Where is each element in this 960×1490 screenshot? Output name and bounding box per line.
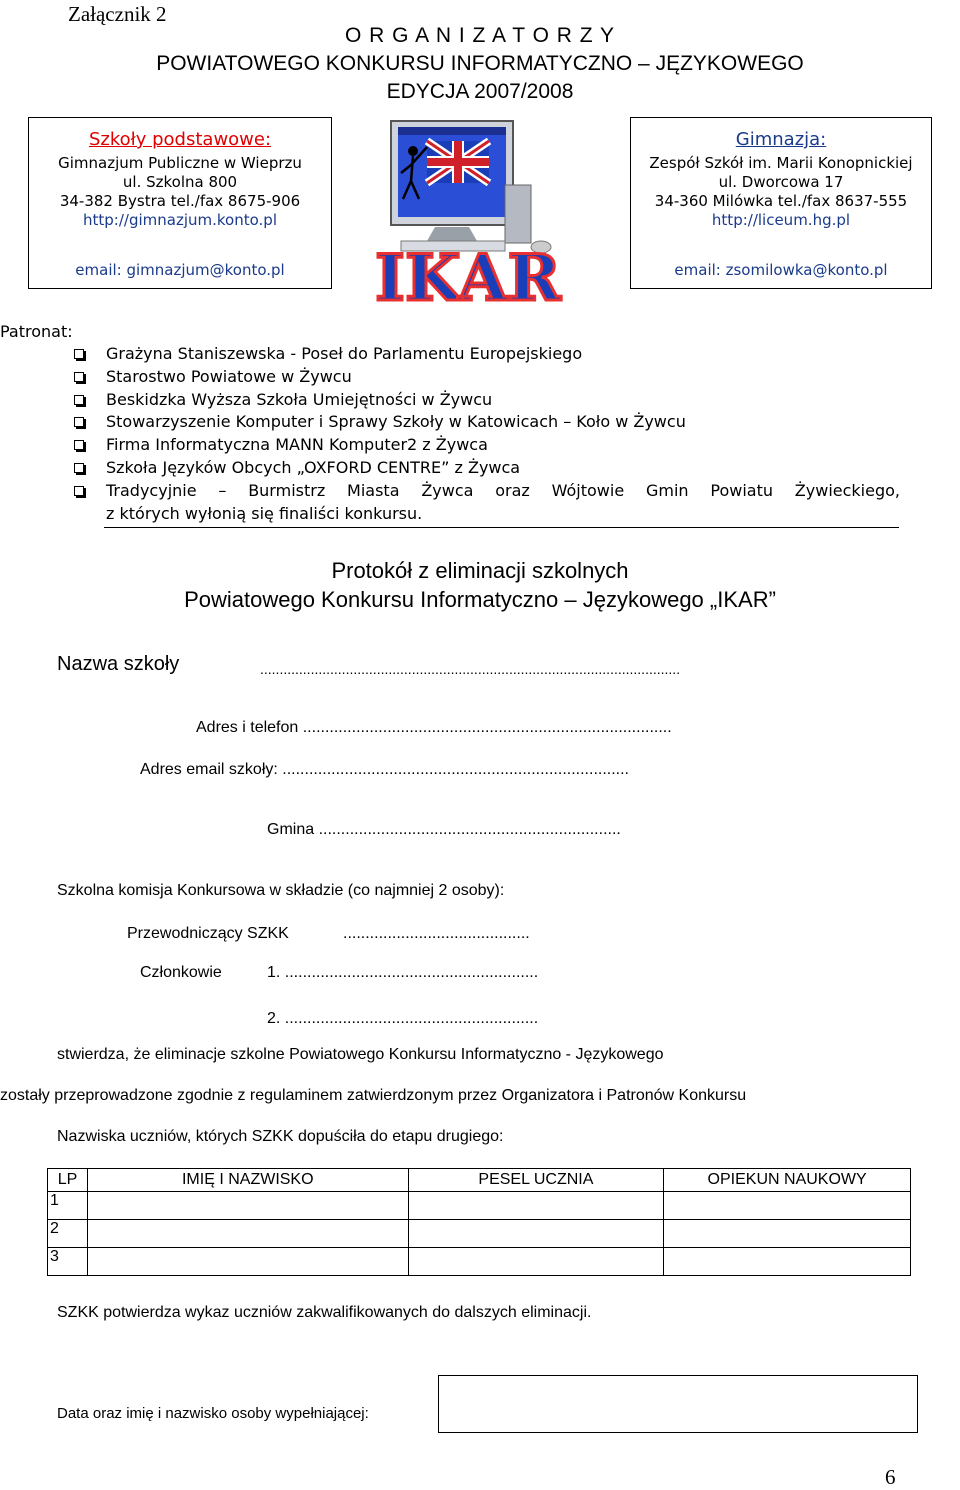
table-cell-name[interactable] [87,1192,408,1220]
column-header-lp: LP [48,1169,88,1192]
checkbox-bullet-icon [74,463,84,473]
primary-schools-heading: Szkoły podstawowe: [88,129,272,150]
box-right-line: 34-360 Milówka tel./fax 8637-555 [654,192,908,210]
table-cell-supervisor[interactable] [664,1192,911,1220]
chair-label: Przewodniczący SZKK [127,925,289,942]
organizers-title: O R G A N I Z A T O R Z Y [344,24,616,47]
table-cell-pesel[interactable] [408,1192,664,1220]
column-header-name: IMIĘ I NAZWISKO [87,1169,408,1192]
table-row [48,1248,911,1276]
address-field[interactable]: Adres i telefon ................................................................................... [196,719,672,736]
box-left-email[interactable]: email: gimnazjum@konto.pl [75,261,285,279]
box-right-website[interactable]: http://liceum.hg.pl [711,211,851,229]
column-header-pesel: PESEL UCZNIA [408,1169,664,1192]
table-row [48,1220,911,1248]
divider [104,527,899,528]
table-cell-pesel[interactable] [408,1220,664,1248]
box-left-line: Gimnazjum Publiczne w Wieprzu [58,154,302,172]
box-left-line: ul. Szkolna 800 [122,173,238,191]
box-left-website[interactable]: http://gimnazjum.konto.pl [83,211,277,229]
computer-with-flag-icon [365,115,597,315]
table-cell-name[interactable] [87,1220,408,1248]
checkbox-bullet-icon [74,486,84,496]
logo-text: IKAR [375,241,561,315]
patron-item: Firma Informatyczna MANN Komputer2 z Żywca [70,434,900,457]
table-cell-lp: 3 [48,1248,88,1276]
table-cell-lp: 1 [48,1192,88,1220]
school-name-label: Nazwa szkoły [57,653,180,675]
table-cell-lp: 2 [48,1220,88,1248]
confirmation-line: zostały przeprowadzone zgodnie z regulaminem zatwierdzonym przez Organizatora i Patronów Konkursu [0,1087,747,1104]
protocol-subtitle: Powiatowego Konkursu Informatyczno – Językowego „IKAR” [184,587,776,612]
column-header-supervisor: OPIEKUN NAUKOWY [664,1169,911,1192]
gmina-field[interactable]: Gmina .................................................................... [267,821,621,838]
chair-field[interactable]: .......................................... [343,925,530,942]
contest-name: POWIATOWEGO KONKURSU INFORMATYCZNO – JĘZYKOWEGO [156,52,804,75]
middle-schools-heading: Gimnazja: [735,129,827,150]
protocol-title: Protokół z eliminacji szkolnych [331,558,629,583]
patron-item: Stowarzyszenie Komputer i Sprawy Szkoły w Katowicach – Koło w Żywcu [70,411,900,434]
patron-item: Beskidzka Wyższa Szkoła Umiejętności w Żywcu [70,389,900,412]
patronat-label: Patronat: [0,322,73,341]
member-field-1[interactable]: 1. ......................................................... [267,964,539,981]
table-cell-supervisor[interactable] [664,1248,911,1276]
school-name-field[interactable]: ............................................................................................................ [260,661,681,677]
checkbox-bullet-icon [74,417,84,427]
annex-label: Załącznik 2 [68,2,167,26]
box-right-line: ul. Dworcowa 17 [718,173,844,191]
patron-item: Tradycyjnie – Burmistrz Miasta Żywca oraz Wójtowie Gmin Powiatu Żywieckiego, [70,480,900,503]
page-number: 6 [885,1465,896,1489]
table-cell-pesel[interactable] [408,1248,664,1276]
checkbox-bullet-icon [74,440,84,450]
signature-box[interactable] [438,1375,918,1433]
table-cell-name[interactable] [87,1248,408,1276]
patron-item: Grażyna Staniszewska - Poseł do Parlamentu Europejskiego [70,343,900,366]
signature-label: Data oraz imię i nazwisko osoby wypełniającej: [57,1405,369,1422]
confirm-list-text: SZKK potwierdza wykaz uczniów zakwalifikowanych do dalszych eliminacji. [57,1304,592,1321]
ikar-logo [365,115,597,315]
table-header-row [48,1169,911,1192]
checkbox-bullet-icon [74,349,84,359]
edition: EDYCJA 2007/2008 [386,80,574,103]
confirmation-line: stwierdza, że eliminacje szkolne Powiatowego Konkursu Informatyczno - Językowego [57,1046,664,1063]
patrons-list [70,343,900,525]
table-row [48,1192,911,1220]
students-table [47,1168,911,1276]
students-label: Nazwiska uczniów, których SZKK dopuściła do etapu drugiego: [57,1128,504,1145]
box-right-email[interactable]: email: zsomilowka@konto.pl [674,261,888,279]
patron-item: Szkoła Języków Obcych „OXFORD CENTRE” z Żywca [70,457,900,480]
committee-label: Szkolna komisja Konkursowa w składzie (co najmniej 2 osoby): [57,882,505,899]
school-email-field[interactable]: Adres email szkoły: .............................................................................. [140,761,629,778]
box-right-line: Zespół Szkół im. Marii Konopnickiej [649,154,913,172]
patron-item: Starostwo Powiatowe w Żywcu [70,366,900,389]
checkbox-bullet-icon [74,372,84,382]
table-cell-supervisor[interactable] [664,1220,911,1248]
middle-schools-box [630,117,932,289]
member-field-2[interactable]: 2. ......................................................... [267,1010,539,1027]
box-left-line: 34-382 Bystra tel./fax 8675-906 [59,192,301,210]
checkbox-bullet-icon [74,395,84,405]
members-label: Członkowie [140,964,222,981]
patron-continuation: z których wyłonią się finaliści konkursu. [106,503,423,523]
primary-schools-box [28,117,332,289]
